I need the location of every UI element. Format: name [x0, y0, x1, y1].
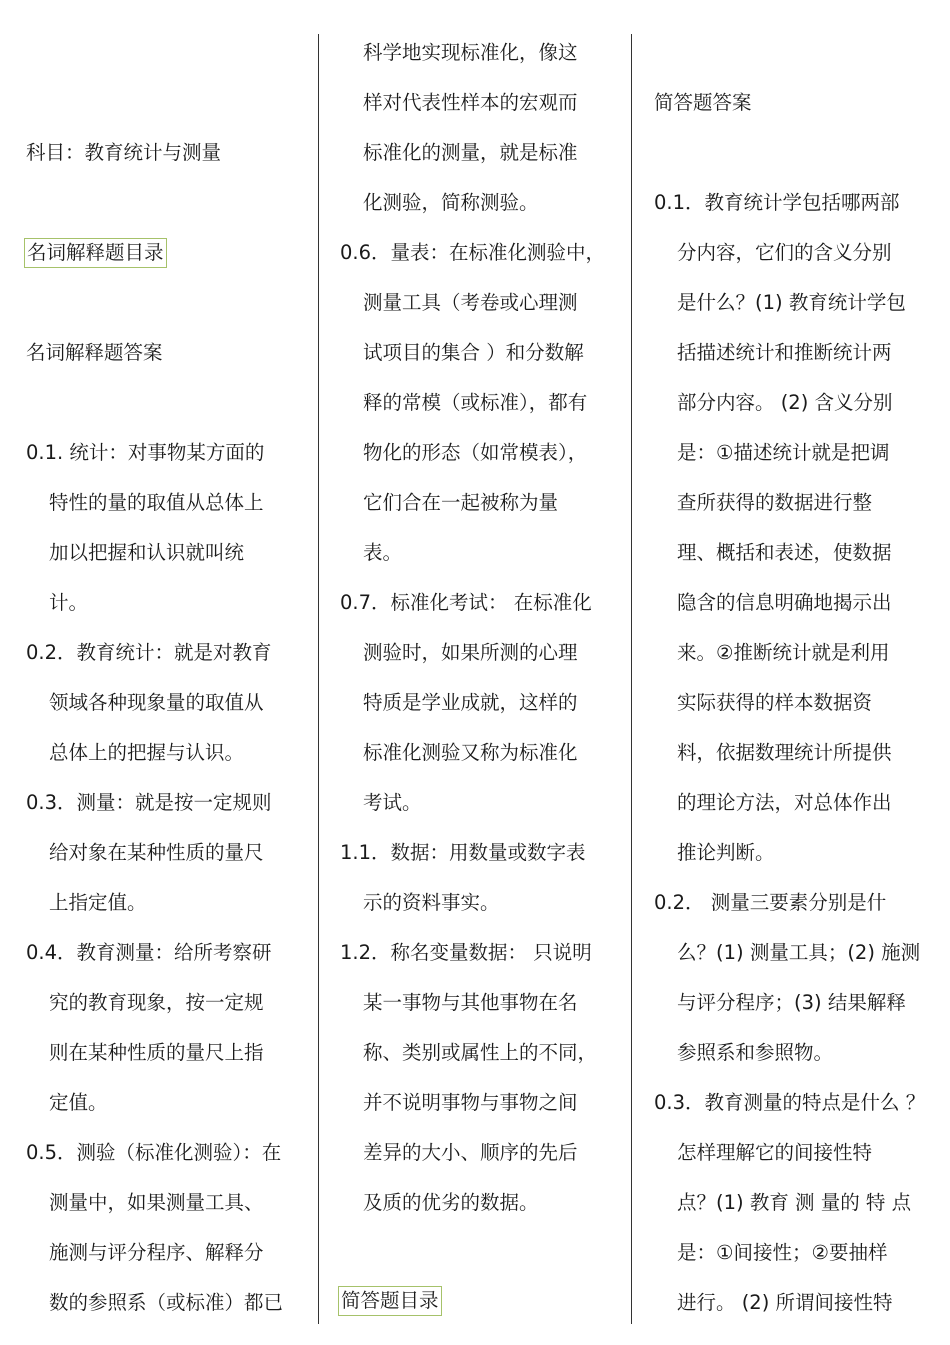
glossary-item-1-2-cont: 称、类别或属性上的不同，: [363, 1041, 598, 1064]
glossary-item-0-5-cont: 科学地实现标准化，像这: [363, 41, 578, 64]
short-answer-item-0-1-cont: 的理论方法，对总体作出: [677, 791, 892, 814]
glossary-item-0-5-cont: 化测验，简称测验。: [363, 191, 539, 214]
column-divider-2: [631, 34, 632, 1324]
short-answer-item-0-3-cont: 进行。 (2) 所谓间接性特: [677, 1291, 893, 1314]
glossary-item-0-5-cont: 数的参照系（或标准）都已: [49, 1291, 284, 1314]
glossary-item-0-6-cont: 测量工具（考卷或心理测: [363, 291, 578, 314]
short-answer-item-0-3-cont: 点？(1) 教育 测 量的 特 点: [677, 1191, 912, 1214]
glossary-item-0-1-cont: 特性的量的取值从总体上: [49, 491, 264, 514]
glossary-item-0-6-cont: 试项目的集合 ）和分数解: [363, 341, 584, 364]
glossary-item-0-5-cont: 标准化的测量，就是标准: [363, 141, 578, 164]
glossary-item-0-7-cont: 标准化测验又称为标准化: [363, 741, 578, 764]
subject-line: 科目：教育统计与测量: [26, 141, 222, 164]
short-answer-item-0-1: 0.1．教育统计学包括哪两部: [654, 191, 900, 214]
short-answer-item-0-1-cont: 理、概括和表述，使数据: [677, 541, 892, 564]
glossary-item-0-6-cont: 表。: [363, 541, 403, 564]
glossary-item-0-1-cont: 加以把握和认识就叫统: [49, 541, 245, 564]
short-answer-item-0-2-cont: 参照系和参照物。: [677, 1041, 834, 1064]
short-answer-item-0-3-cont: 怎样理解它的间接性特: [677, 1141, 873, 1164]
glossary-item-0-4: 0.4．教育测量：给所考察研: [26, 941, 272, 964]
glossary-item-0-2-cont: 领域各种现象量的取值从: [49, 691, 264, 714]
short-answer-item-0-1-cont: 推论判断。: [677, 841, 775, 864]
glossary-item-0-3-cont: 上指定值。: [49, 891, 147, 914]
glossary-item-0-4-cont: 则在某种性质的量尺上指: [49, 1041, 264, 1064]
glossary-item-0-7: 0.7．标准化考试： 在标准化: [340, 591, 592, 614]
glossary-item-1-2-cont: 差异的大小、顺序的先后: [363, 1141, 578, 1164]
glossary-item-0-3-cont: 给对象在某种性质的量尺: [49, 841, 264, 864]
glossary-item-0-5: 0.5．测验（标准化测验）：在: [26, 1141, 282, 1164]
glossary-item-0-2-cont: 总体上的把握与认识。: [49, 741, 245, 764]
short-answer-item-0-1-cont: 查所获得的数据进行整: [677, 491, 873, 514]
glossary-item-0-6: 0.6．量表：在标准化测验中，: [340, 241, 606, 264]
glossary-item-1-2: 1.2．称名变量数据： 只说明: [340, 941, 592, 964]
short-answer-heading: 简答题答案: [654, 91, 752, 114]
glossary-item-0-5-cont: 样对代表性样本的宏观而: [363, 91, 578, 114]
short-answer-item-0-1-cont: 隐含的信息明确地揭示出: [677, 591, 892, 614]
glossary-item-0-6-cont: 释的常模（或标准），都有: [363, 391, 588, 414]
glossary-item-1-2-cont: 及质的优劣的数据。: [363, 1191, 539, 1214]
glossary-item-0-4-cont: 定值。: [49, 1091, 108, 1114]
glossary-toc-heading[interactable]: 名词解释题目录: [26, 238, 167, 268]
glossary-item-0-5-cont: 施测与评分程序、解释分: [49, 1241, 264, 1264]
glossary-item-0-2: 0.2．教育统计：就是对教育: [26, 641, 272, 664]
short-answer-item-0-1-cont: 是什么？(1) 教育统计学包: [677, 291, 906, 314]
glossary-answers-heading: 名词解释题答案: [26, 341, 163, 364]
column-divider-1: [318, 34, 319, 1324]
short-answer-item-0-1-cont: 是：①描述统计就是把调: [677, 441, 890, 464]
short-answer-item-0-1-cont: 实际获得的样本数据资: [677, 691, 873, 714]
glossary-item-0-6-cont: 物化的形态（如常模表），: [363, 441, 588, 464]
glossary-item-1-2-cont: 某一事物与其他事物在名: [363, 991, 578, 1014]
glossary-item-0-7-cont: 特质是学业成就，这样的: [363, 691, 578, 714]
glossary-item-0-1: 0.1. 统计：对事物某方面的: [26, 441, 265, 464]
short-answer-item-0-1-cont: 料，依据数理统计所提供: [677, 741, 892, 764]
short-answer-item-0-3-cont: 是：①间接性；②要抽样: [677, 1241, 888, 1264]
short-answer-item-0-1-cont: 括描述统计和推断统计两: [677, 341, 892, 364]
short-answer-item-0-2-cont: 与评分程序；(3) 结果解释: [677, 991, 906, 1014]
short-answer-toc-heading[interactable]: 简答题目录: [340, 1286, 442, 1316]
glossary-item-0-5-cont: 测量中，如果测量工具、: [49, 1191, 264, 1214]
short-answer-item-0-2: 0.2． 测量三要素分别是什: [654, 891, 887, 914]
glossary-item-0-4-cont: 究的教育现象，按一定规: [49, 991, 264, 1014]
glossary-item-1-1-cont: 示的资料事实。: [363, 891, 500, 914]
short-answer-item-0-1-cont: 来。②推断统计就是利用: [677, 641, 890, 664]
glossary-item-0-1-cont: 计。: [49, 591, 89, 614]
short-answer-item-0-1-cont: 部分内容。 (2) 含义分别: [677, 391, 893, 414]
glossary-item-1-2-cont: 并不说明事物与事物之间: [363, 1091, 578, 1114]
glossary-item-0-3: 0.3．测量：就是按一定规则: [26, 791, 272, 814]
glossary-item-0-7-cont: 考试。: [363, 791, 422, 814]
glossary-item-1-1: 1.1．数据：用数量或数字表: [340, 841, 586, 864]
glossary-item-0-6-cont: 它们合在一起被称为量: [363, 491, 559, 514]
short-answer-item-0-3: 0.3．教育测量的特点是什么 ？: [654, 1091, 926, 1114]
short-answer-item-0-1-cont: 分内容，它们的含义分别: [677, 241, 892, 264]
glossary-item-0-7-cont: 测验时，如果所测的心理: [363, 641, 578, 664]
short-answer-item-0-2-cont: 么？(1) 测量工具；(2) 施测: [677, 941, 921, 964]
